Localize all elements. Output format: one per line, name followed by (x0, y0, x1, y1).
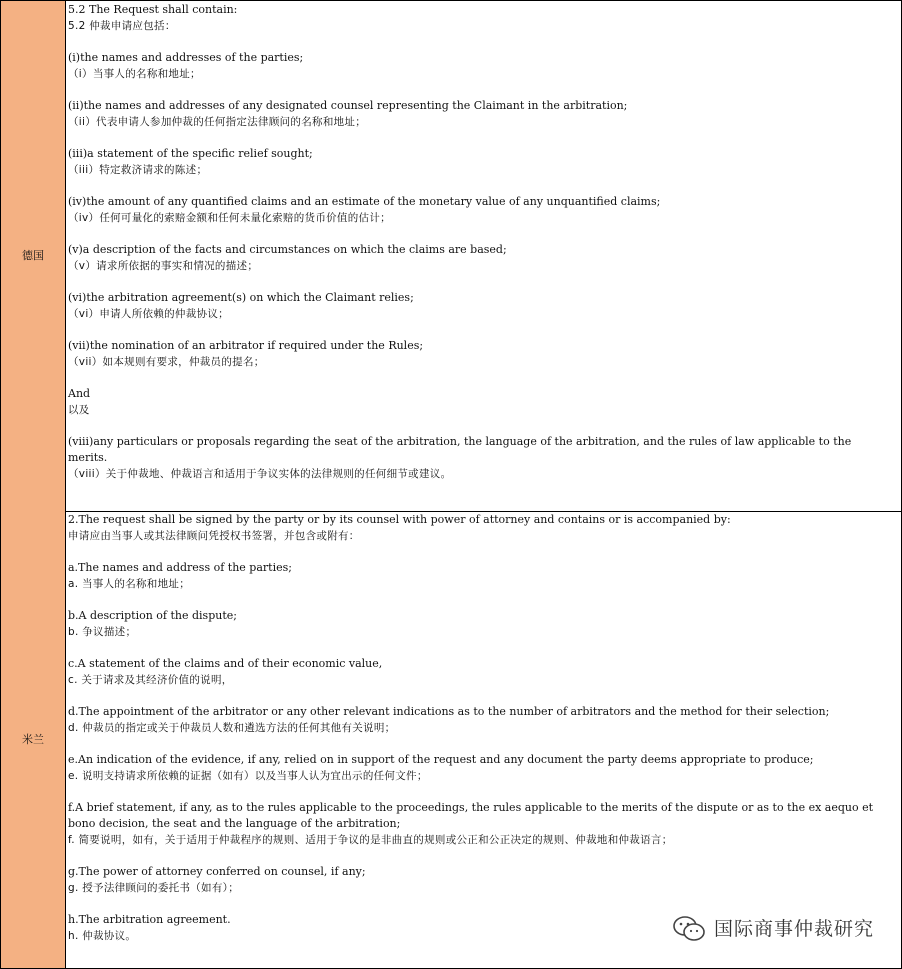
row-label: 德国 (22, 249, 44, 262)
item-zh: （iii）特定救济请求的陈述； (68, 164, 208, 176)
item-en: c.A statement of the claims and of their economic value, (68, 657, 383, 670)
item-en: d.The appointment of the arbitrator or any other relevant indications as to the number of arbitrators and the method for their selection; (68, 705, 830, 718)
item-en: h.The arbitration agreement. (68, 913, 231, 926)
row-label-cell (0, 511, 66, 968)
item-en: f.A brief statement, if any, as to the rules applicable to the proceedings, the rules applicable to the merits of the dispute or as to the ex aequo et bono decision, the seat and the language of the arbitration; (68, 801, 874, 830)
item-zh: b. 争议描述； (68, 626, 137, 638)
row-content-cell (66, 1, 902, 511)
item-en: And (68, 387, 91, 400)
item-zh: 以及 (68, 404, 90, 416)
heading-en: 2.The request shall be signed by the party or by its counsel with power of attorney and contains or is accompanied by: (68, 513, 731, 526)
item-en: (i)the names and addresses of the parties; (68, 51, 304, 64)
item-en: (vii)the nomination of an arbitrator if required under the Rules; (68, 339, 424, 352)
heading-zh: 5.2 仲裁申请应包括： (68, 20, 176, 32)
heading-en: 5.2 The Request shall contain: (68, 3, 238, 16)
row-content-cell (66, 511, 902, 968)
item-zh: a. 当事人的名称和地址； (68, 578, 191, 590)
row-label: 米兰 (22, 732, 44, 746)
item-zh: d. 仲裁员的指定或关于仲裁员人数和遴选方法的任何其他有关说明； (68, 722, 396, 734)
item-en: (vi)the arbitration agreement(s) on which the Claimant relies; (68, 291, 414, 304)
heading-zh: 申请应由当事人或其法律顾问凭授权书签署，并包含或附有： (68, 530, 360, 542)
item-zh: g. 授予法律顾问的委托书（如有）； (68, 882, 239, 894)
wechat-icon (672, 915, 706, 943)
watermark (672, 915, 874, 943)
table-row-milan (0, 511, 902, 969)
item-en: (ii)the names and addresses of any designated counsel representing the Claimant in the arbitration; (68, 99, 628, 112)
item-zh: （vii）如本规则有要求，仲裁员的提名； (68, 356, 265, 368)
item-zh: （v）请求所依据的事实和情况的描述； (68, 260, 259, 272)
item-zh: （i）当事人的名称和地址； (68, 68, 201, 80)
item-zh: （viii）关于仲裁地、仲裁语言和适用于争议实体的法律规则的任何细节或建议。 (68, 468, 452, 480)
item-en: (viii)any particulars or proposals regarding the seat of the arbitration, the language of the arbitration, and the rules of law applicable to the merits. (68, 435, 852, 464)
item-zh: e. 说明支持请求所依赖的证据（如有）以及当事人认为宜出示的任何文件； (68, 770, 428, 782)
item-en: g.The power of attorney conferred on counsel, if any; (68, 865, 366, 878)
watermark-text: 国际商事仲裁研究 (713, 918, 874, 940)
item-en: (iv)the amount of any quantified claims and an estimate of the monetary value of any unquantified claims; (68, 195, 661, 208)
item-en: b.A description of the dispute; (68, 609, 237, 622)
item-zh: （iv）任何可量化的索赔金额和任何未量化索赔的货币价值的估计； (68, 212, 391, 224)
item-zh: h. 仲裁协议。 (68, 930, 137, 942)
item-zh: c. 关于请求及其经济价值的说明， (68, 674, 233, 686)
row-label-cell (0, 1, 66, 511)
item-zh: f. 简要说明，如有，关于适用于仲裁程序的规则、适用于争议的是非曲直的规则或公正和公正决定的规则、仲裁地和仲裁语言； (68, 834, 673, 846)
item-en: e.An indication of the evidence, if any, relied on in support of the request and any document the party deems appropriate to produce; (68, 753, 814, 766)
item-zh: （vi）申请人所依赖的仲裁协议； (68, 308, 229, 320)
item-en: (v)a description of the facts and circumstances on which the claims are based; (68, 243, 507, 256)
item-en: a.The names and address of the parties; (68, 561, 292, 574)
item-en: (iii)a statement of the specific relief sought; (68, 147, 313, 160)
item-zh: （ii）代表申请人参加仲裁的任何指定法律顾问的名称和地址； (68, 116, 367, 128)
